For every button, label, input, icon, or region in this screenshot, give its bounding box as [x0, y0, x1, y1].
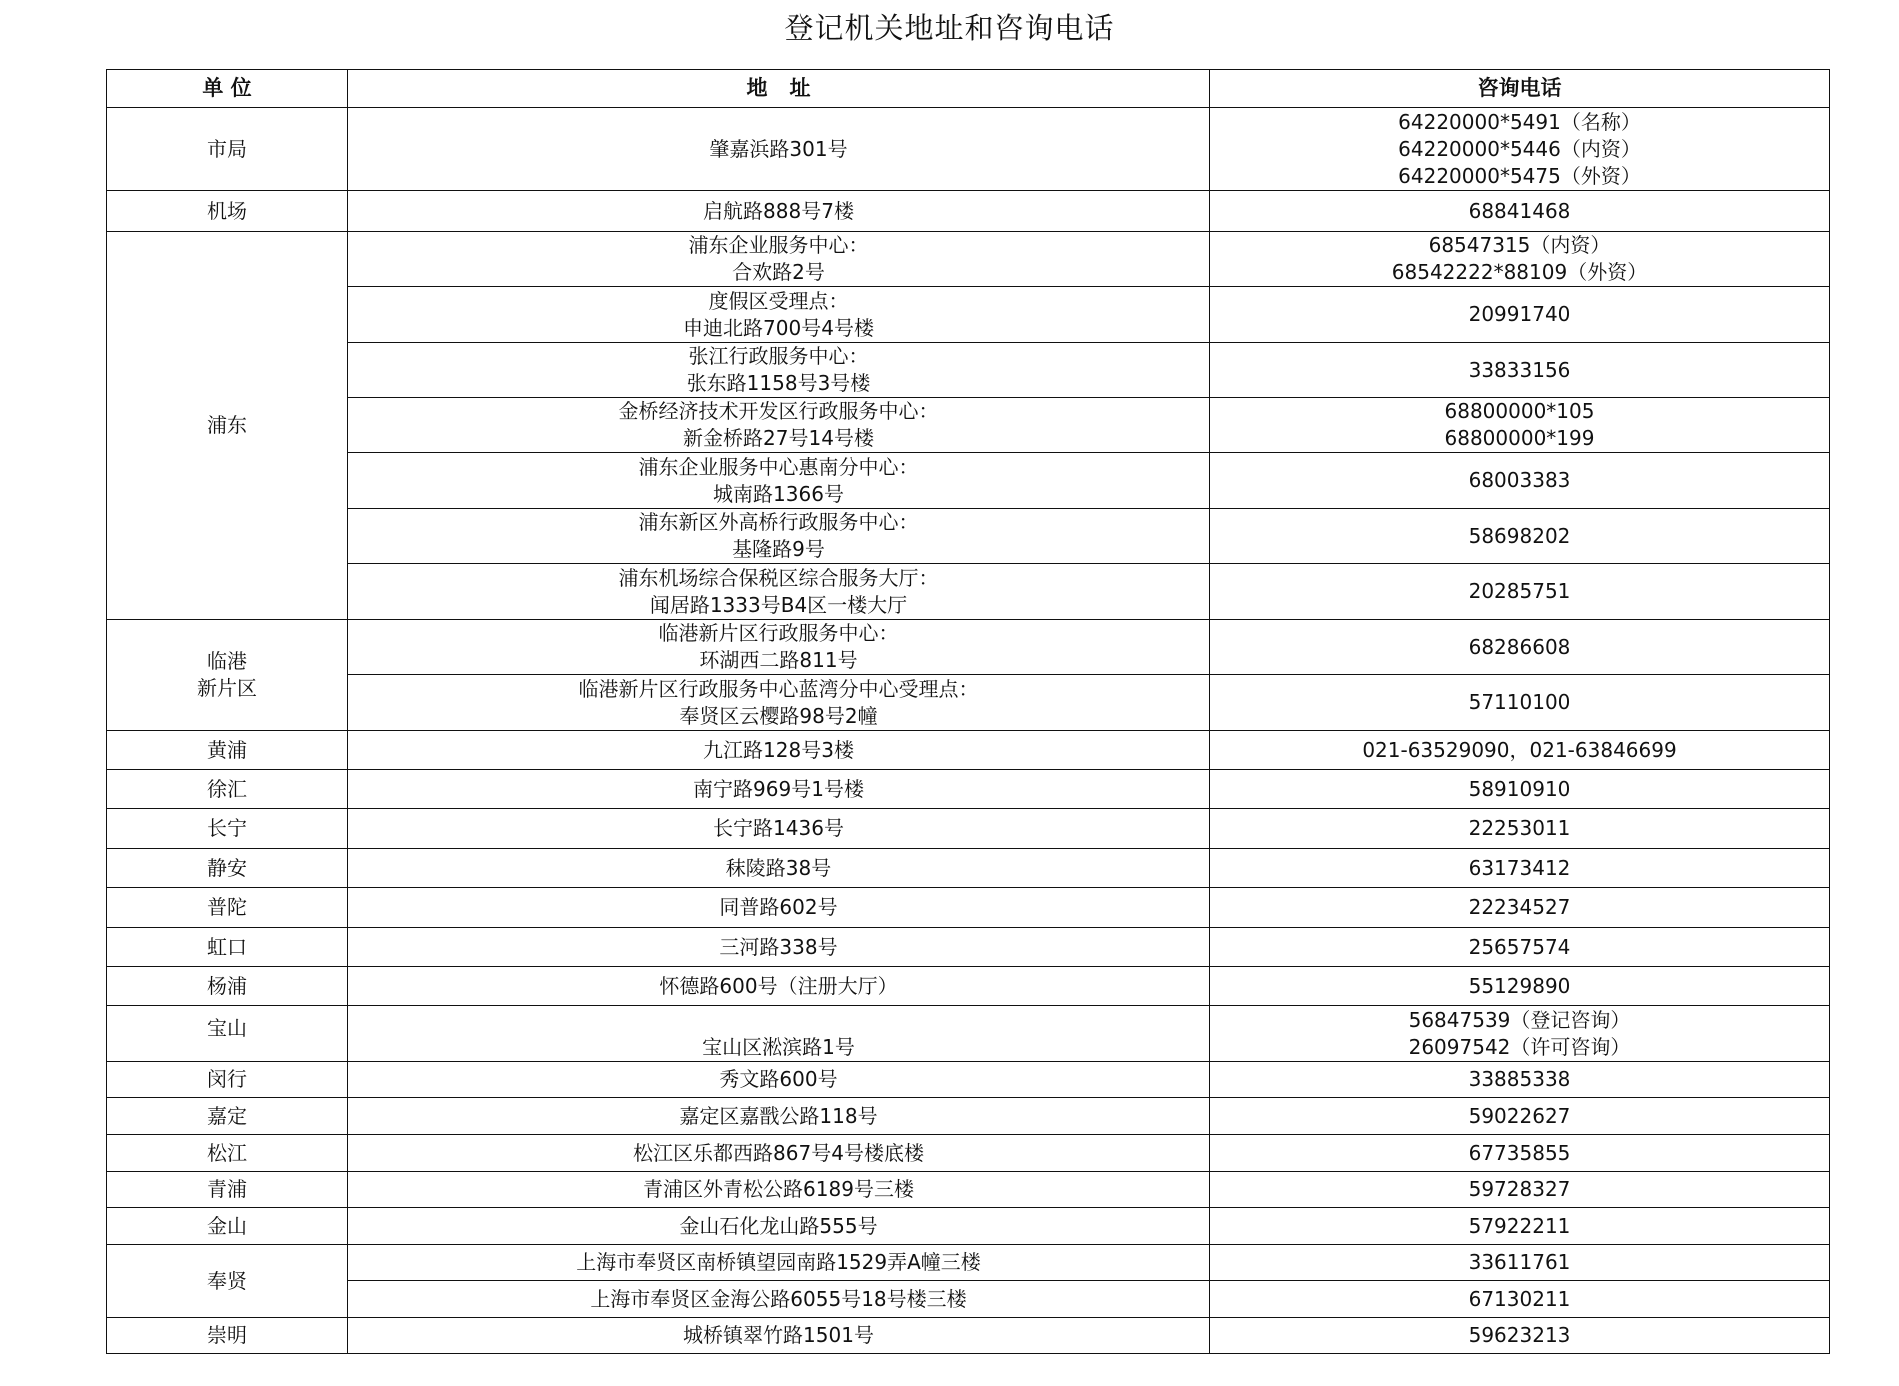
- header-phone: 咨询电话: [1210, 70, 1830, 108]
- address-cell: 南宁路969号1号楼: [348, 770, 1210, 809]
- address-cell: 同普路602号: [348, 888, 1210, 928]
- table-row: [107, 849, 1830, 888]
- phone-cell: 25657574: [1210, 928, 1830, 967]
- address-cell: 松江区乐都西路867号4号楼底楼: [348, 1135, 1210, 1172]
- table-row: [107, 1006, 1830, 1062]
- phone-cell: 20285751: [1210, 564, 1830, 620]
- unit-cell: 嘉定: [107, 1098, 348, 1135]
- phone-cell: 67130211: [1210, 1281, 1830, 1318]
- table-row: [107, 191, 1830, 232]
- address-cell: 浦东机场综合保税区综合服务大厅： 闻居路1333号B4区一楼大厅: [348, 564, 1210, 620]
- phone-cell: 63173412: [1210, 849, 1830, 888]
- address-cell: 启航路888号7楼: [348, 191, 1210, 232]
- phone-cell: 57922211: [1210, 1208, 1830, 1245]
- unit-cell: 金山: [107, 1208, 348, 1245]
- table-row: [107, 809, 1830, 849]
- table-row: [107, 1245, 1830, 1281]
- phone-cell: 20991740: [1210, 287, 1830, 343]
- table-row: [107, 1062, 1830, 1098]
- address-cell: 浦东企业服务中心惠南分中心： 城南路1366号: [348, 453, 1210, 509]
- table-row: [107, 564, 1830, 620]
- unit-cell: 奉贤: [107, 1245, 348, 1318]
- phone-cell: 68286608: [1210, 620, 1830, 675]
- address-cell: 嘉定区嘉戬公路118号: [348, 1098, 1210, 1135]
- phone-cell: 55129890: [1210, 967, 1830, 1006]
- address-cell: 秀文路600号: [348, 1062, 1210, 1098]
- table-row: [107, 453, 1830, 509]
- phone-cell: 59623213: [1210, 1318, 1830, 1354]
- phone-cell: 58910910: [1210, 770, 1830, 809]
- table-row: [107, 343, 1830, 398]
- page-title: 登记机关地址和咨询电话: [784, 11, 1115, 45]
- table-row: [107, 509, 1830, 564]
- phone-cell: 68003383: [1210, 453, 1830, 509]
- unit-cell: 临港 新片区: [107, 620, 348, 731]
- address-cell: 肇嘉浜路301号: [348, 108, 1210, 191]
- unit-cell: 普陀: [107, 888, 348, 928]
- phone-cell: 33833156: [1210, 343, 1830, 398]
- address-cell: 上海市奉贤区南桥镇望园南路1529弄A幢三楼: [348, 1245, 1210, 1281]
- address-cell: 上海市奉贤区金海公路6055号18号楼三楼: [348, 1281, 1210, 1318]
- address-cell: 临港新片区行政服务中心蓝湾分中心受理点： 奉贤区云樱路98号2幢: [348, 675, 1210, 731]
- table-row: [107, 1135, 1830, 1172]
- address-cell: 浦东企业服务中心： 合欢路2号: [348, 232, 1210, 287]
- header-unit: 单 位: [107, 70, 348, 108]
- table-row: [107, 108, 1830, 191]
- address-cell: 城桥镇翠竹路1501号: [348, 1318, 1210, 1354]
- table-row: [107, 967, 1830, 1006]
- table-row: [107, 1281, 1830, 1318]
- unit-cell: 闵行: [107, 1062, 348, 1098]
- phone-cell: 33885338: [1210, 1062, 1830, 1098]
- table-row: [107, 675, 1830, 731]
- table-row: [107, 1098, 1830, 1135]
- address-cell: 浦东新区外高桥行政服务中心： 基隆路9号: [348, 509, 1210, 564]
- table-row: [107, 928, 1830, 967]
- phone-cell: 021-63529090，021-63846699: [1210, 731, 1830, 770]
- address-cell: 三河路338号: [348, 928, 1210, 967]
- phone-cell: 68547315（内资） 68542222*88109（外资）: [1210, 232, 1830, 287]
- unit-cell: 宝山: [107, 1006, 348, 1062]
- phone-cell: 64220000*5491（名称） 64220000*5446（内资） 64220000*5475（外资）: [1210, 108, 1830, 191]
- phone-cell: 67735855: [1210, 1135, 1830, 1172]
- table-row: [107, 770, 1830, 809]
- unit-cell: 长宁: [107, 809, 348, 849]
- table-row: [107, 731, 1830, 770]
- address-cell: 长宁路1436号: [348, 809, 1210, 849]
- table-row: [107, 1318, 1830, 1354]
- table-row: [107, 398, 1830, 453]
- table-row: [107, 287, 1830, 343]
- table-header-row: [107, 70, 1830, 108]
- address-cell: 宝山区淞滨路1号: [348, 1006, 1210, 1062]
- phone-cell: 56847539（登记咨询） 26097542（许可咨询）: [1210, 1006, 1830, 1062]
- unit-cell: 机场: [107, 191, 348, 232]
- phone-cell: 58698202: [1210, 509, 1830, 564]
- unit-cell: 杨浦: [107, 967, 348, 1006]
- address-cell: 度假区受理点： 申迪北路700号4号楼: [348, 287, 1210, 343]
- table-row: [107, 1208, 1830, 1245]
- phone-cell: 22253011: [1210, 809, 1830, 849]
- address-cell: 怀德路600号（注册大厅）: [348, 967, 1210, 1006]
- header-address: 地 址: [348, 70, 1210, 108]
- unit-cell: 虹口: [107, 928, 348, 967]
- table-row: [107, 888, 1830, 928]
- unit-cell: 松江: [107, 1135, 348, 1172]
- phone-cell: 59022627: [1210, 1098, 1830, 1135]
- address-cell: 青浦区外青松公路6189号三楼: [348, 1172, 1210, 1208]
- unit-cell: 市局: [107, 108, 348, 191]
- phone-cell: 22234527: [1210, 888, 1830, 928]
- phone-cell: 59728327: [1210, 1172, 1830, 1208]
- address-cell: 九江路128号3楼: [348, 731, 1210, 770]
- address-cell: 秣陵路38号: [348, 849, 1210, 888]
- table-row: [107, 620, 1830, 675]
- unit-cell: 静安: [107, 849, 348, 888]
- phone-cell: 33611761: [1210, 1245, 1830, 1281]
- address-cell: 金山石化龙山路555号: [348, 1208, 1210, 1245]
- address-cell: 临港新片区行政服务中心： 环湖西二路811号: [348, 620, 1210, 675]
- address-cell: 张江行政服务中心： 张东路1158号3号楼: [348, 343, 1210, 398]
- phone-cell: 57110100: [1210, 675, 1830, 731]
- phone-cell: 68800000*105 68800000*199: [1210, 398, 1830, 453]
- unit-cell: 浦东: [107, 232, 348, 620]
- phone-cell: 68841468: [1210, 191, 1830, 232]
- unit-cell: 黄浦: [107, 731, 348, 770]
- unit-cell: 徐汇: [107, 770, 348, 809]
- unit-cell: 崇明: [107, 1318, 348, 1354]
- table-row: [107, 232, 1830, 287]
- unit-cell: 青浦: [107, 1172, 348, 1208]
- registration-offices-table: [106, 69, 1830, 1354]
- address-cell: 金桥经济技术开发区行政服务中心： 新金桥路27号14号楼: [348, 398, 1210, 453]
- table-row: [107, 1172, 1830, 1208]
